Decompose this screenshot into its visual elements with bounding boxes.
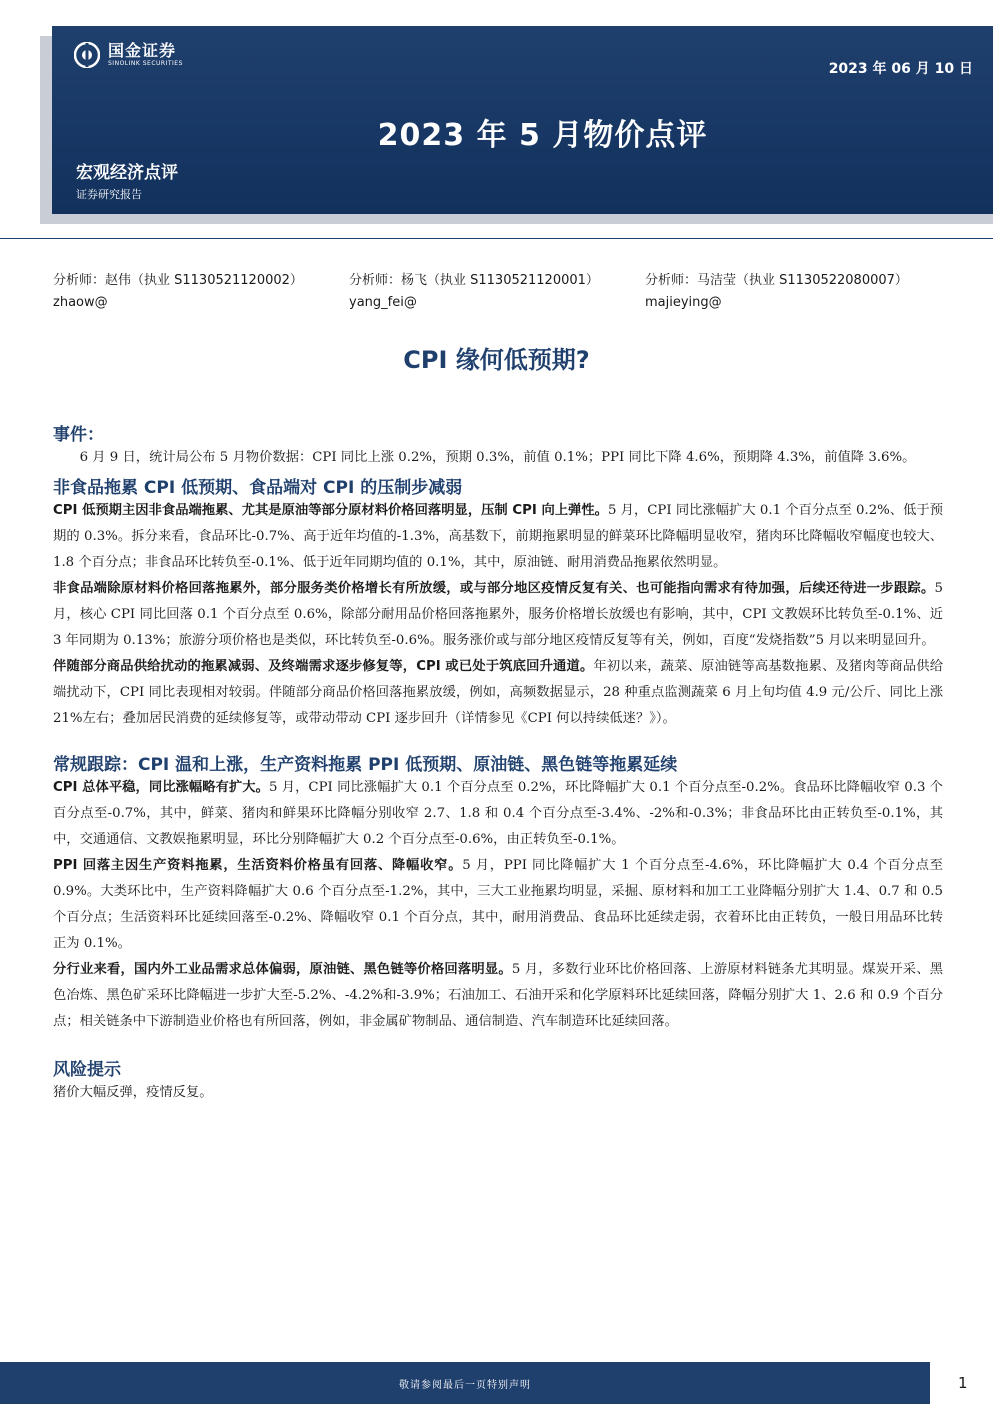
report-category: 宏观经济点评 bbox=[76, 163, 178, 183]
paragraph-lead: 分行业来看，国内外工业品需求总体偏弱，原油链、黑色链等价格回落明显。 bbox=[53, 962, 512, 977]
paragraph-lead: 非食品端除原材料价格回落拖累外，部分服务类价格增长有所放缓，或与部分地区疫情反复有关、也可能指向需求有待加强，后续还待进一步跟踪。 bbox=[53, 581, 935, 596]
report-date: 2023 年 06 月 10 日 bbox=[828, 61, 973, 77]
analyst-name: 分析师：马洁莹（执业 S1130522080007） bbox=[645, 273, 908, 288]
page-number: 1 bbox=[958, 1374, 968, 1392]
paragraph-lead: CPI 总体平稳，同比涨幅略有扩大。 bbox=[53, 780, 269, 795]
risk-heading: 风险提示 bbox=[53, 1060, 121, 1080]
analyst-entry bbox=[645, 270, 941, 314]
header-banner bbox=[52, 26, 993, 214]
event-text: 6 月 9 日，统计局公布 5 月物价数据：CPI 同比上涨 0.2%，预期 0.3%，前值 0.1%；PPI 同比下降 4.6%，预期降 4.3%，前值降 3.6%。 bbox=[79, 450, 916, 465]
analyst-email: majieying@ bbox=[645, 295, 722, 310]
section2-paragraph bbox=[53, 853, 943, 957]
paragraph-text: 5 月，核心 CPI 同比回落 0.1 个百分点至 0.6%，除部分耐用品价格回落拖累外，服务价格增长放缓也有影响，其中，CPI 文教娱环比转负至-0.1%、近 3 年同期为 0.13%；旅游分项价格也是类似，环比转负至-0.6%。服务涨价或与部分地区疫情反复等有关，例如，百度“发烧指数”5 月以来明显回升。 bbox=[53, 581, 943, 648]
logo-name-cn: 国金证券 bbox=[108, 41, 177, 60]
analyst-name: 分析师：赵伟（执业 S1130521120002） bbox=[53, 273, 303, 288]
analyst-email: zhaow@ bbox=[53, 295, 108, 310]
header-divider bbox=[0, 238, 993, 239]
analyst-name: 分析师：杨飞（执业 S1130521120001） bbox=[349, 273, 599, 288]
report-body bbox=[53, 420, 943, 1106]
analyst-entry bbox=[349, 270, 645, 314]
disclaimer-note: 敬请参阅最后一页特别声明 bbox=[399, 1380, 531, 1391]
section1-heading: 非食品拖累 CPI 低预期、食品端对 CPI 的压制步减弱 bbox=[53, 478, 463, 498]
report-headline: CPI 缘何低预期? bbox=[403, 346, 590, 374]
event-heading: 事件： bbox=[53, 425, 104, 445]
section2-paragraph bbox=[53, 775, 943, 853]
analyst-list bbox=[53, 270, 953, 314]
analyst-entry bbox=[53, 270, 349, 314]
company-logo bbox=[74, 42, 183, 68]
analyst-email: yang_fei@ bbox=[349, 295, 417, 310]
paragraph-lead: 伴随部分商品供给扰动的拖累减弱、及终端需求逐步修复等，CPI 或已处于筑底回升通道。 bbox=[53, 659, 594, 674]
paragraph-text: 5 月，多数行业环比价格回落、上游原材料链条尤其明显。煤炭开采、黑色冶炼、黑色矿采环比降幅进一步扩大至-5.2%、-4.2%和-3.9%；石油加工、石油开采和化学原料环比延续回落，降幅分别扩大 1、2.6 和 0.9 个百分点；相关链条中下游制造业价格也有所回落，例如，非金属矿物制品、通信制造、汽车制造环比延续回落。 bbox=[53, 962, 944, 1029]
paragraph-lead: PPI 回落主因生产资料拖累，生活资料价格虽有回落、降幅收窄。 bbox=[53, 858, 463, 873]
paragraph-text: 5 月，CPI 同比涨幅扩大 0.1 个百分点至 0.2%、低于预期的 0.3%。拆分来看，食品环比-0.7%、高于近年均值的-1.3%，高基数下，前期拖累明显的鲜菜环比降幅明显收窄，猪肉环比降幅收窄幅度也较大、1.8 个百分点；非食品环比转负至-0.1%、低于近年同期均值的 0.1%，其中，原油链、耐用消费品拖累依然明显。 bbox=[53, 503, 943, 570]
logo-mark-icon bbox=[74, 42, 100, 68]
report-kind: 证券研究报告 bbox=[76, 188, 142, 201]
report-title: 2023 年 5 月物价点评 bbox=[377, 118, 708, 153]
section2-heading: 常规跟踪：CPI 温和上涨，生产资料拖累 PPI 低预期、原油链、黑色链等拖累延续 bbox=[53, 755, 678, 775]
section1-paragraph bbox=[53, 654, 943, 732]
paragraph-text: 5 月，PPI 同比降幅扩大 1 个百分点至-4.6%，环比降幅扩大 0.4 个百分点至 0.9%。大类环比中，生产资料降幅扩大 0.6 个百分点至-1.2%，其中，三大工业拖累均明显，采掘、原材料和加工工业降幅分别扩大 1.4、0.7 和 0.5 个百分点；生活资料环比延续回落至-0.2%、降幅收窄 0.1 个百分点，其中，耐用消费品、食品环比延续走弱，衣着环比由正转负，一般日用品环比转正为 0.1%。 bbox=[53, 858, 943, 951]
section1-paragraph bbox=[53, 576, 943, 654]
section2-paragraph bbox=[53, 957, 943, 1035]
section1-paragraph bbox=[53, 498, 943, 576]
logo-name-en: SINOLINK SECURITIES bbox=[108, 60, 183, 67]
risk-text: 猪价大幅反弹，疫情反复。 bbox=[53, 1085, 213, 1100]
paragraph-text: 年初以来，蔬菜、原油链等高基数拖累、及猪肉等商品供给端扰动下，CPI 同比表现相对较弱。伴随部分商品价格回落拖累放缓，例如，高频数据显示，28 种重点监测蔬菜 6 月上旬均值 4.9 元/公斤、同比上涨 21%左右；叠加居民消费的延续修复等，或带动带动 CPI 逐步回升（详情参见《CPI 何以持续低迷？》）。 bbox=[53, 659, 943, 726]
paragraph-text: 5 月，CPI 同比涨幅扩大 0.1 个百分点至 0.2%，环比降幅扩大 0.1 个百分点至-0.2%。食品环比降幅收窄 0.3 个百分点至-0.7%，其中，鲜菜、猪肉和鲜果环比降幅分别收窄 2.7、1.8 和 0.4 个百分点至-3.4%、-2%和-0.3%；非食品环比由正转负至-0.1%，其中，交通通信、文教娱拖累明显，环比分别降幅扩大 0.2 个百分点至-0.6%，由正转负至-0.1%。 bbox=[53, 780, 943, 847]
paragraph-lead: CPI 低预期主因非食品端拖累、尤其是原油等部分原材料价格回落明显，压制 CPI 向上弹性。 bbox=[53, 503, 608, 518]
